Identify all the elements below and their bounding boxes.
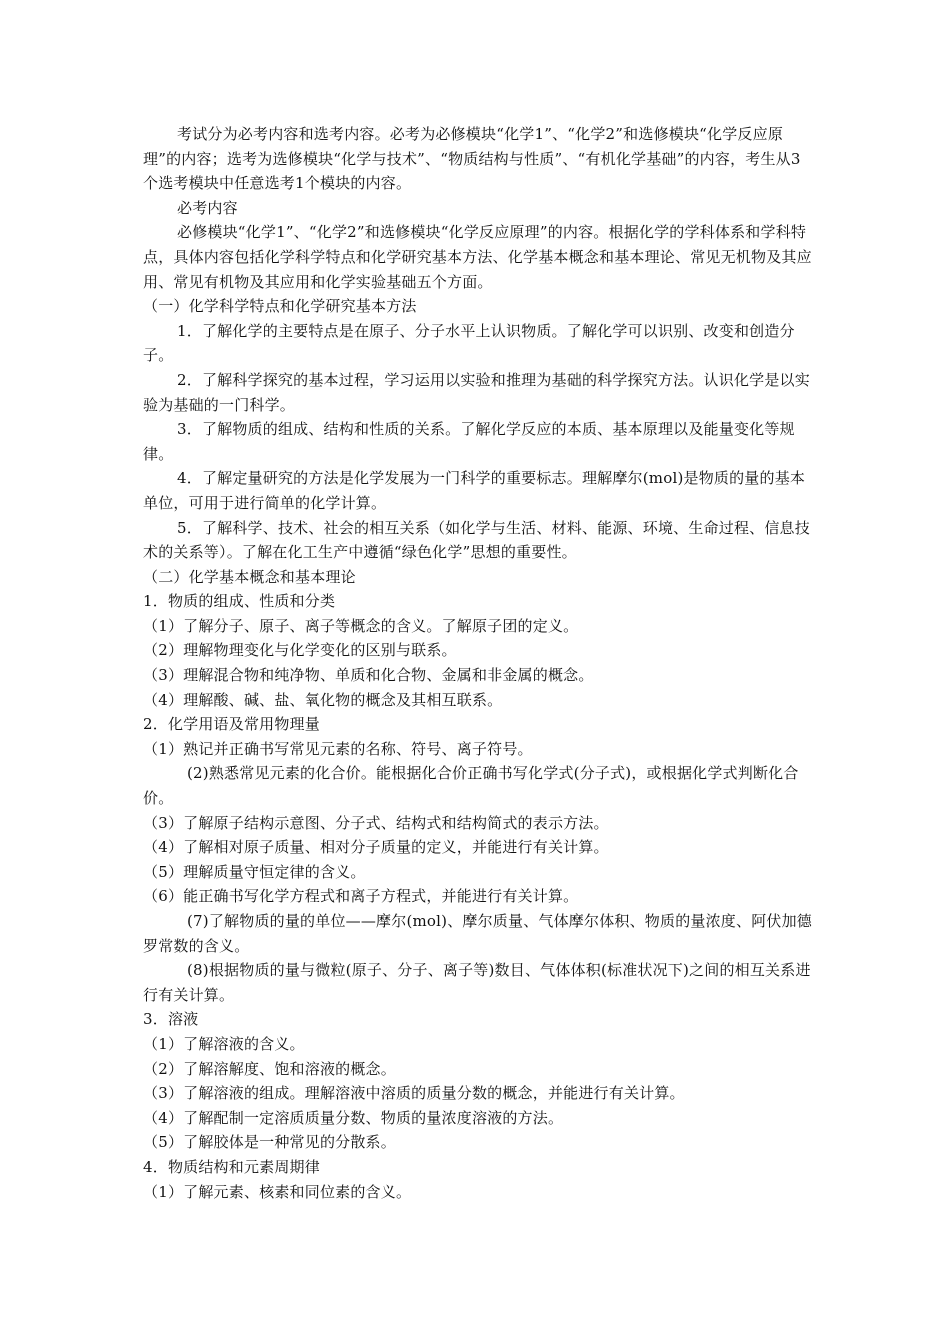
subsection-heading: 2．化学用语及常用物理量 [143,715,320,734]
list-item: 4．了解定量研究的方法是化学发展为一门科学的重要标志。理解摩尔(mol)是物质的量的基本单位，可用于进行简单的化学计算。 [143,469,806,512]
list-item: (8)根据物质的量与微粒(原子、分子、离子等)数目、气体体积(标准状况下)之间的相互关系进行有关计算。 [143,961,811,1004]
list-item: 2．了解科学探究的基本过程，学习运用以实验和推理为基础的科学探究方法。认识化学是以实验为基础的一门科学。 [143,370,810,414]
list-item: （4）了解相对原子质量、相对分子质量的定义，并能进行有关计算。 [143,838,609,857]
list-item: （1）熟记并正确书写常见元素的名称、符号、离子符号。 [143,739,533,758]
list-item: (2)熟悉常见元素的化合价。能根据化合价正确书写化学式(分子式)，或根据化学式判断化合价。 [143,764,799,808]
section-heading-2: （二）化学基本概念和基本理论 [143,567,356,586]
list-item: (7)了解物质的量的单位——摩尔(mol)、摩尔质量、气体摩尔体积、物质的量浓度、阿伏加德罗常数的含义。 [143,912,813,955]
list-item: （6）能正确书写化学方程式和离子方程式，并能进行有关计算。 [143,887,579,906]
list-item: （2）理解物理变化与化学变化的区别与联系。 [143,641,457,660]
section-title-required: 必考内容 [177,198,238,217]
list-item: （2）了解溶解度、饱和溶液的概念。 [143,1059,396,1078]
list-item: 5．了解科学、技术、社会的相互关系（如化学与生活、材料、能源、环境、生命过程、信息技术的关系等）。了解在化工生产中遵循“绿色化学”思想的重要性。 [143,518,810,562]
list-item: （1）了解元素、核素和同位素的含义。 [143,1182,412,1201]
subsection-heading: 3．溶液 [143,1010,199,1029]
list-item: （1）了解溶液的含义。 [143,1034,305,1053]
required-description: 必修模块“化学1”、“化学2”和选修模块“化学反应原理”的内容。根据化学的学科体系和学科特点，具体内容包括化学科学特点和化学研究基本方法、化学基本概念和基本理论、常见无机物及其应用、常见有机物及其应用和化学实验基础五个方面。 [143,223,812,291]
list-item: （4）理解酸、碱、盐、氧化物的概念及其相互联系。 [143,690,503,709]
section-heading-1: （一）化学科学特点和化学研究基本方法 [143,297,417,316]
list-item: 3．了解物质的组成、结构和性质的关系。了解化学反应的本质、基本原理以及能量变化等规律。 [143,420,795,463]
list-item: （1）了解分子、原子、离子等概念的含义。了解原子团的定义。 [143,616,579,635]
list-item: （5）了解胶体是一种常见的分散系。 [143,1133,396,1152]
subsection-heading: 4．物质结构和元素周期律 [143,1157,320,1176]
document-body [143,122,813,1204]
subsection-heading: 1．物质的组成、性质和分类 [143,592,336,611]
list-item: （5）理解质量守恒定律的含义。 [143,862,366,881]
list-item: （4）了解配制一定溶质质量分数、物质的量浓度溶液的方法。 [143,1108,564,1127]
list-item: （3）了解溶液的组成。理解溶液中溶质的质量分数的概念，并能进行有关计算。 [143,1084,685,1103]
list-item: （3）理解混合物和纯净物、单质和化合物、金属和非金属的概念。 [143,666,594,685]
list-item: 1．了解化学的主要特点是在原子、分子水平上认识物质。了解化学可以识别、改变和创造分子。 [143,321,795,365]
intro-paragraph: 考试分为必考内容和选考内容。必考为必修模块“化学1”、“化学2”和选修模块“化学反应原理”的内容；选考为选修模块“化学与技术”、“物质结构与性质”、“有机化学基础”的内容，考生从3个选考模块中任意选考1个模块的内容。 [143,125,801,193]
list-item: （3）了解原子结构示意图、分子式、结构式和结构简式的表示方法。 [143,813,609,832]
